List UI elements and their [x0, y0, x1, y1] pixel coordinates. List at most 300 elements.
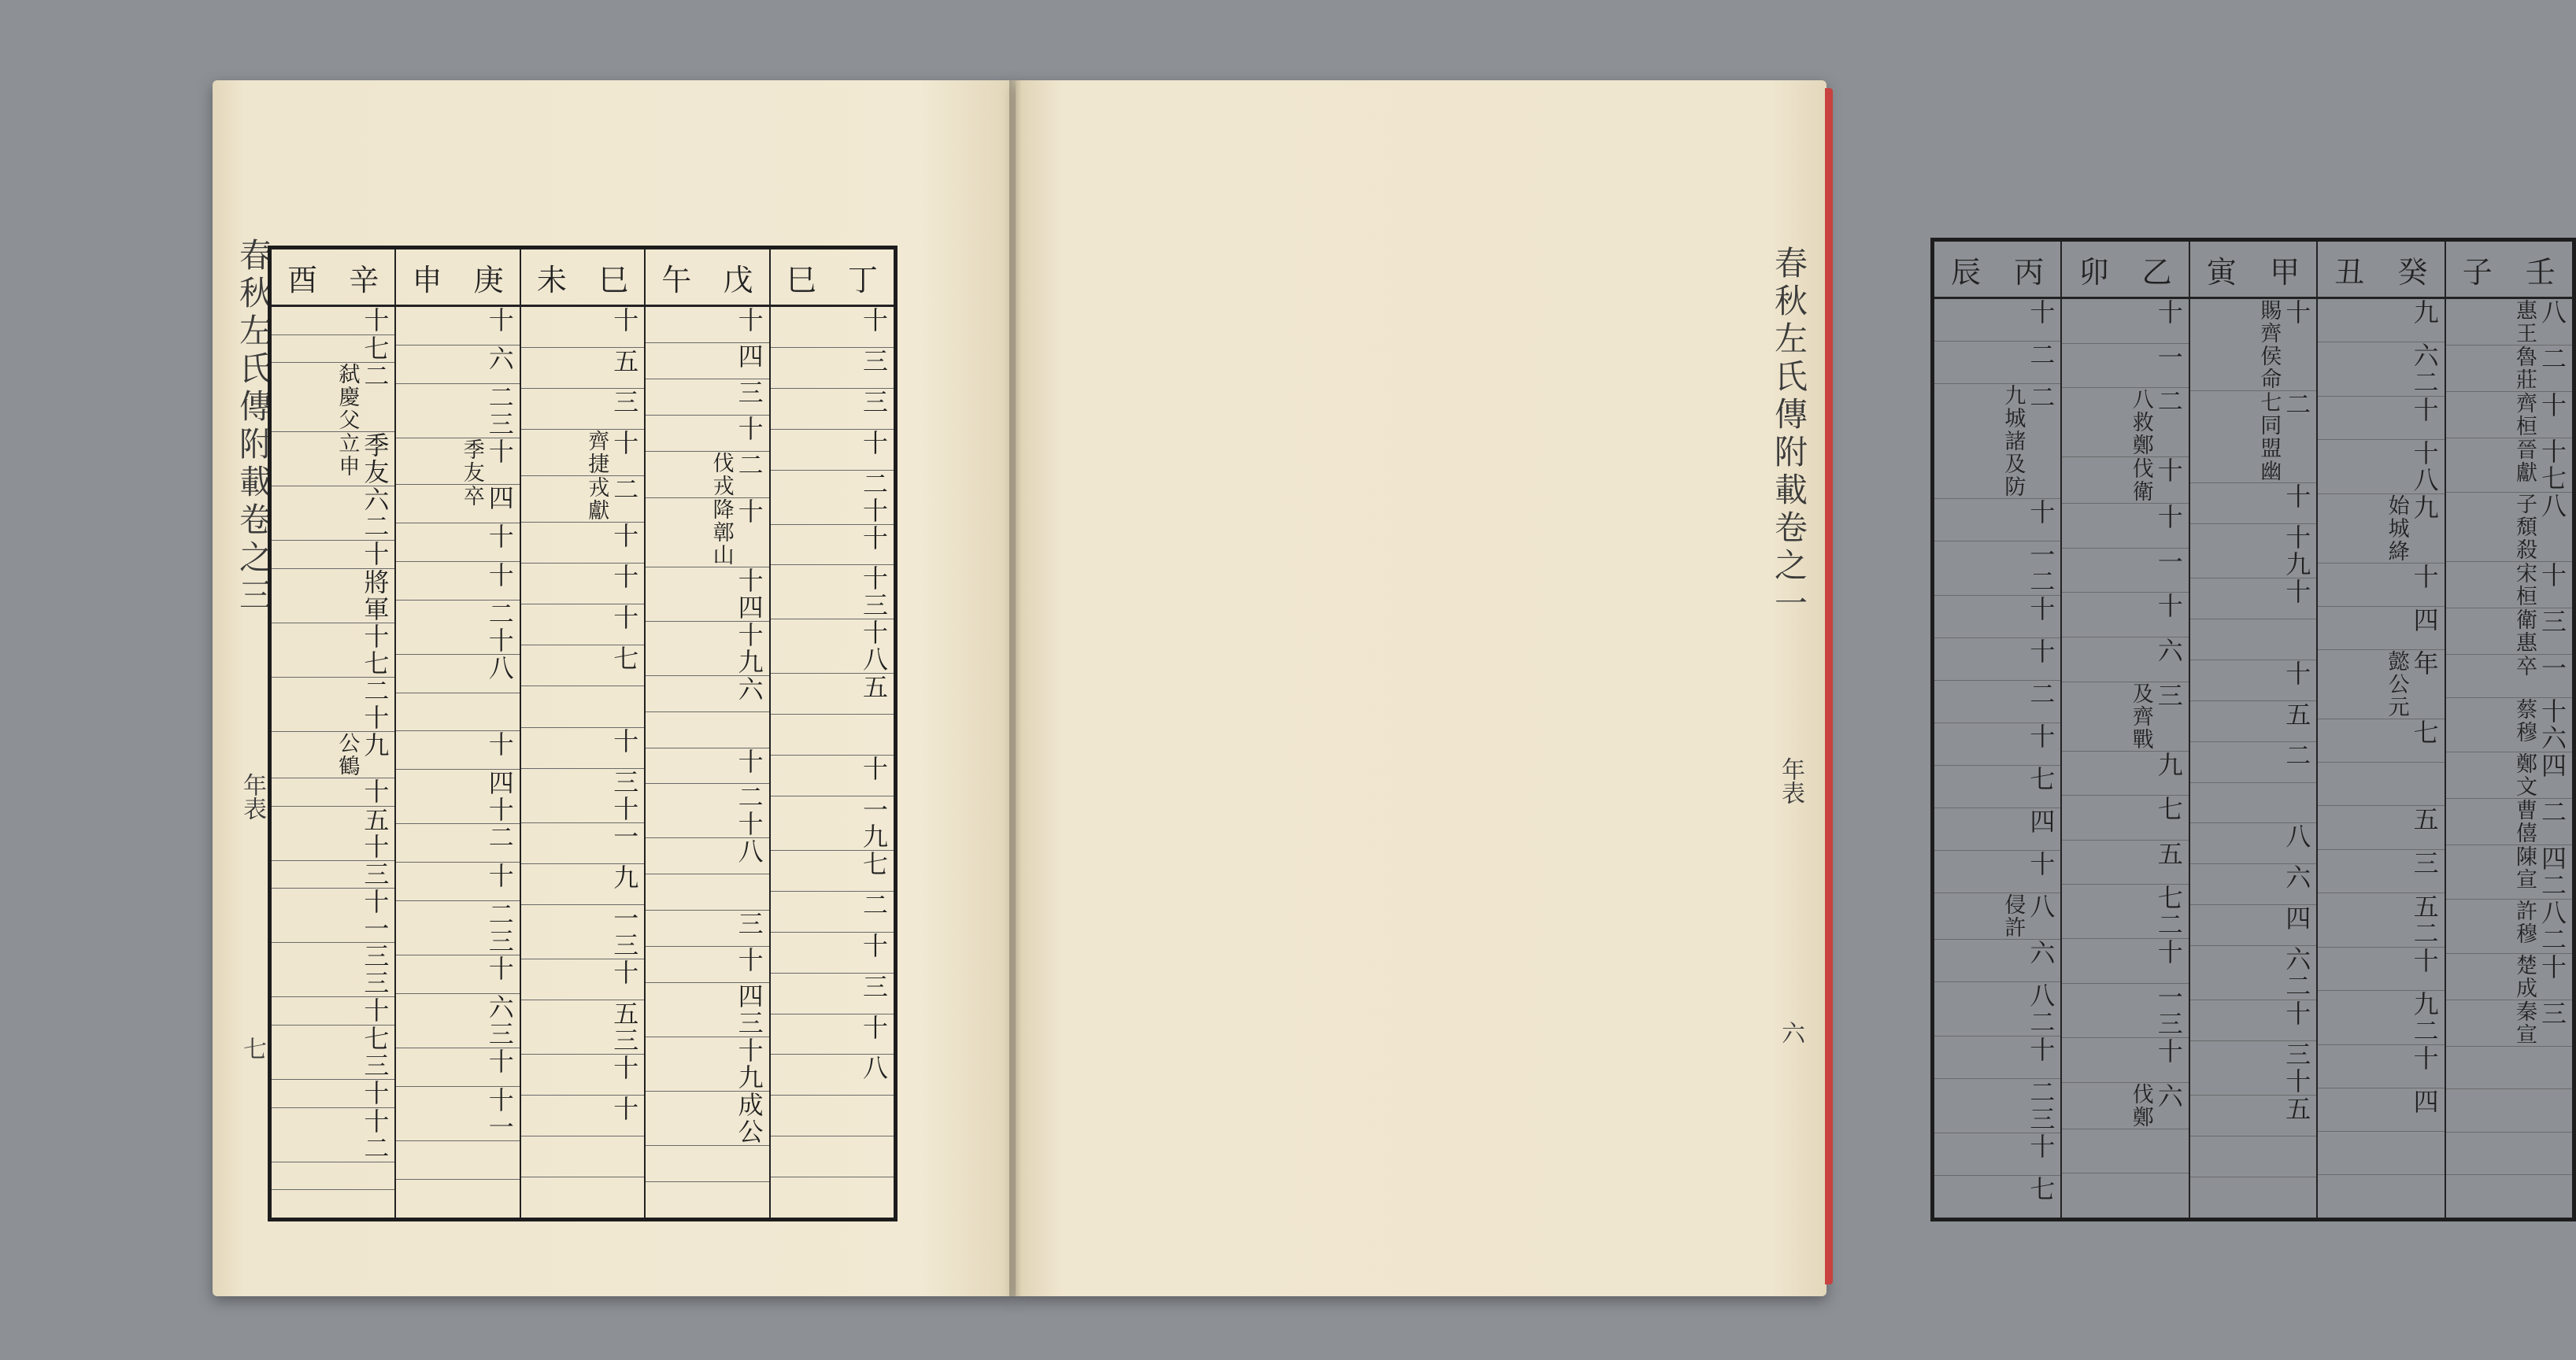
cell-text: 成公 — [734, 1092, 764, 1146]
cell-text: 侵許 — [2000, 893, 2026, 939]
table-cell — [2446, 438, 2572, 493]
table-cell — [2318, 893, 2444, 948]
table-cell — [1934, 766, 2060, 808]
cell-text: 二 — [2282, 391, 2312, 418]
table-cell — [2062, 1173, 2188, 1218]
table-cell — [1934, 723, 2060, 766]
column-cells — [771, 307, 894, 1218]
cell-text: 二十 — [484, 600, 515, 654]
cell-text: 六 — [2153, 638, 2184, 665]
cell-text: 卒 — [459, 484, 484, 508]
cell-text: 三 — [859, 973, 889, 1000]
table-cell — [2318, 564, 2444, 607]
cell-text: 十四 — [734, 567, 764, 621]
cell-text: 賜齊侯命 — [2256, 299, 2282, 390]
table-cell — [272, 1080, 394, 1108]
cell-text: 十 — [2282, 483, 2312, 510]
cell-text: 五十 — [360, 806, 390, 860]
cell-text: 十 — [2153, 457, 2184, 485]
cell-text: 二三 — [484, 383, 515, 438]
cell-text: 十 — [2153, 299, 2184, 326]
header-character: 戊 — [723, 262, 753, 298]
cell-text: 十 — [360, 997, 390, 1025]
table-cell — [2062, 752, 2188, 796]
header-character: 丙 — [2014, 254, 2045, 290]
cell-text: 十 — [734, 307, 764, 334]
cell-text: 八二 — [2026, 982, 2056, 1036]
table-cell — [2190, 483, 2316, 524]
cell-text: 九 — [609, 863, 640, 891]
table-cell — [2318, 342, 2444, 397]
table-cell — [2446, 1000, 2572, 1047]
table-column — [394, 249, 519, 1218]
cell-text: 六二 — [360, 486, 390, 541]
header-character: 未 — [536, 262, 567, 298]
cell-text: 十 — [2153, 939, 2184, 966]
table-column — [2189, 242, 2316, 1218]
cell-text: 七同盟幽 — [2256, 391, 2282, 482]
cell-text: 二 — [2282, 741, 2312, 769]
table-column — [1934, 242, 2060, 1218]
left-margin-title: 春秋左氏傳附載卷之三 — [235, 238, 273, 615]
table-cell — [272, 1026, 394, 1080]
header-character: 申 — [412, 262, 442, 298]
cell-text: 十七 — [2537, 438, 2567, 492]
table-column — [644, 249, 768, 1218]
table-cell — [2062, 593, 2188, 638]
table-cell — [771, 851, 894, 892]
table-cell — [521, 1177, 644, 1218]
cell-text: 三 — [609, 389, 640, 416]
column-header — [396, 249, 519, 307]
table-cell — [646, 416, 768, 452]
cell-text: 將軍 — [360, 569, 390, 623]
table-cell — [272, 943, 394, 997]
table-cell — [396, 346, 519, 384]
cell-text: 晉獻 — [2512, 438, 2537, 484]
cell-text: 十三 — [859, 565, 889, 619]
column-cells — [272, 307, 394, 1218]
table-cell — [1934, 1133, 2060, 1176]
header-character: 丁 — [847, 262, 878, 298]
cell-text: 降鄣山 — [709, 497, 734, 567]
cell-text: 十 — [859, 429, 889, 456]
cell-text: 一二 — [2026, 541, 2056, 595]
table-cell — [1934, 940, 2060, 982]
table-cell — [2446, 562, 2572, 608]
column-header — [272, 249, 394, 307]
table-cell — [521, 348, 644, 389]
table-cell — [771, 1136, 894, 1177]
table-cell — [521, 864, 644, 905]
cell-text: 九 — [2153, 751, 2184, 778]
table-cell — [2318, 991, 2444, 1045]
cell-text: 十 — [2026, 723, 2056, 750]
table-cell — [396, 770, 519, 824]
table-cell — [2318, 806, 2444, 849]
table-cell — [1934, 299, 2060, 342]
cell-text: 十 — [609, 959, 640, 986]
table-cell — [2318, 1175, 2444, 1218]
table-cell — [2190, 1000, 2316, 1041]
column-cells — [2190, 299, 2316, 1218]
cell-text: 卒 — [2512, 655, 2537, 678]
cell-text: 十 — [2282, 299, 2312, 326]
cell-text: 三十 — [609, 768, 640, 822]
cell-text: 十 — [609, 1054, 640, 1081]
table-cell — [2446, 493, 2572, 562]
table-cell — [771, 430, 894, 471]
table-cell — [2446, 1175, 2572, 1218]
cell-text: 十 — [2026, 596, 2056, 623]
table-cell — [396, 824, 519, 863]
cell-text: 十 — [609, 307, 640, 334]
cell-text: 十 — [859, 307, 889, 334]
cell-text: 十 — [2153, 504, 2184, 531]
cell-text: 十 — [609, 1095, 640, 1122]
header-character: 寅 — [2206, 254, 2237, 290]
cell-text: 十 — [2026, 499, 2056, 526]
cell-text: 十六 — [2537, 697, 2567, 752]
cell-text: 四 — [2026, 808, 2056, 835]
cell-text: 十 — [484, 863, 515, 890]
cell-text: 四十 — [484, 770, 515, 824]
header-character: 甲 — [2270, 254, 2300, 290]
cell-text: 四三 — [734, 983, 764, 1037]
cell-text: 五 — [859, 674, 889, 701]
cell-text: 立申 — [335, 432, 360, 479]
table-cell — [646, 498, 768, 567]
table-cell — [646, 911, 768, 947]
table-cell — [272, 569, 394, 623]
table-cell — [2318, 440, 2444, 494]
left-year-table — [268, 246, 898, 1221]
cell-text: 二 — [2153, 388, 2184, 416]
table-cell — [396, 994, 519, 1048]
cell-text: 十 — [2537, 562, 2567, 589]
cell-text: 十 — [609, 523, 640, 550]
table-cell — [1934, 1037, 2060, 1079]
cell-text: 九二 — [2409, 990, 2440, 1044]
table-cell — [2062, 885, 2188, 939]
cell-text: 十 — [484, 561, 515, 589]
cell-text: 十 — [484, 1048, 515, 1076]
table-cell — [2318, 397, 2444, 440]
column-header — [2062, 242, 2188, 299]
header-character: 癸 — [2397, 254, 2428, 290]
column-header — [646, 249, 768, 307]
table-cell — [272, 307, 394, 335]
header-character: 卯 — [2078, 254, 2109, 290]
table-cell — [646, 452, 768, 498]
cell-text: 七 — [609, 645, 640, 673]
table-cell — [771, 307, 894, 348]
table-cell — [396, 523, 519, 562]
cell-text: 十二 — [360, 1107, 390, 1162]
left-margin-label: 年表 — [239, 773, 266, 820]
table-cell — [646, 983, 768, 1037]
cell-text: 二 — [734, 451, 764, 479]
cell-text: 三三 — [360, 943, 390, 997]
table-cell — [396, 601, 519, 655]
cell-text: 十 — [2537, 953, 2567, 981]
table-cell — [521, 307, 644, 348]
cell-text: 十 — [734, 497, 764, 525]
table-cell — [2062, 939, 2188, 984]
table-cell — [272, 623, 394, 678]
table-cell — [396, 307, 519, 346]
table-cell — [272, 363, 394, 432]
cell-text: 七 — [2409, 719, 2440, 747]
table-cell — [272, 486, 394, 541]
table-cell — [521, 1000, 644, 1055]
table-cell — [2062, 388, 2188, 457]
table-cell — [396, 562, 519, 601]
left-table-grid — [272, 249, 894, 1218]
table-cell — [2446, 1047, 2572, 1090]
table-cell — [396, 485, 519, 523]
cell-text: 二 — [360, 363, 390, 390]
table-cell — [2318, 850, 2444, 893]
column-header — [2446, 242, 2572, 299]
cell-text: 十 — [484, 955, 515, 983]
cell-text: 鄭文 — [2512, 752, 2537, 798]
cell-text: 季友 — [459, 438, 484, 484]
column-cells — [1934, 299, 2060, 1218]
table-cell — [2190, 946, 2316, 1000]
table-cell — [2446, 698, 2572, 752]
cell-text: 及齊戰 — [2128, 682, 2153, 751]
cell-text: 四 — [484, 484, 515, 512]
table-cell — [521, 728, 644, 769]
table-cell — [646, 622, 768, 676]
table-cell — [2062, 1083, 2188, 1129]
cell-text: 五 — [2153, 840, 2184, 867]
column-header — [2190, 242, 2316, 299]
cell-text: 九城諸及防 — [2000, 384, 2026, 498]
table-cell — [1934, 1079, 2060, 1133]
table-cell — [2190, 1177, 2316, 1218]
cell-text: 伐鄭 — [2128, 1082, 2153, 1129]
table-column — [769, 249, 894, 1218]
cell-text: 二 — [2537, 346, 2567, 372]
cell-text: 一 — [609, 822, 640, 850]
cell-text: 五 — [2282, 700, 2312, 728]
table-cell — [272, 1108, 394, 1162]
cell-text: 十九 — [734, 621, 764, 675]
cell-text: 三 — [859, 347, 889, 375]
table-cell — [521, 686, 644, 727]
table-cell — [521, 823, 644, 864]
cell-text: 五 — [609, 348, 640, 375]
table-cell — [771, 619, 894, 674]
cell-text: 三 — [734, 911, 764, 938]
table-cell — [2318, 719, 2444, 763]
header-character: 子 — [2462, 254, 2493, 290]
cell-text: 十 — [609, 430, 640, 457]
table-cell — [521, 645, 644, 686]
table-cell — [2190, 619, 2316, 660]
cell-text: 八 — [484, 654, 515, 682]
table-cell — [2446, 392, 2572, 438]
cell-text: 四 — [734, 342, 764, 370]
table-cell — [521, 769, 644, 823]
header-character: 丑 — [2334, 254, 2365, 290]
cell-text: 二十 — [859, 470, 889, 524]
cell-text: 四 — [2409, 1088, 2440, 1115]
table-cell — [2190, 1096, 2316, 1136]
cell-text: 八救鄭 — [2128, 388, 2153, 457]
table-cell — [646, 1182, 768, 1218]
cell-text: 衛惠 — [2512, 608, 2537, 654]
cell-text: 十九 — [734, 1037, 764, 1092]
table-cell — [2190, 783, 2316, 824]
cell-text: 魯莊 — [2512, 346, 2537, 391]
cell-text: 十 — [734, 947, 764, 974]
table-cell — [646, 379, 768, 416]
cell-text: 二十 — [734, 784, 764, 838]
cell-text: 齊捷 — [584, 430, 609, 476]
table-cell — [2190, 391, 2316, 483]
header-character: 辛 — [349, 262, 379, 298]
table-cell — [1934, 808, 2060, 851]
table-cell — [2318, 650, 2444, 719]
table-cell — [521, 389, 644, 430]
cell-text: 一三 — [2153, 984, 2184, 1038]
cell-text: 八 — [2282, 823, 2312, 851]
table-cell — [2062, 682, 2188, 752]
table-cell — [2190, 578, 2316, 619]
table-cell — [2062, 549, 2188, 593]
table-cell — [521, 523, 644, 564]
table-cell — [771, 796, 894, 851]
table-cell — [396, 693, 519, 732]
table-cell — [272, 335, 394, 364]
header-character: 巳 — [598, 262, 629, 298]
cell-text: 六三 — [484, 994, 515, 1048]
cell-text: 一 — [2153, 343, 2184, 371]
table-cell — [272, 1190, 394, 1218]
header-character: 午 — [661, 262, 692, 298]
cell-text: 三 — [2537, 1000, 2567, 1027]
table-cell — [2190, 1136, 2316, 1177]
table-cell — [646, 838, 768, 874]
table-cell — [1934, 596, 2060, 638]
column-cells — [2062, 299, 2188, 1218]
table-cell — [2318, 607, 2444, 650]
table-cell — [396, 863, 519, 901]
table-cell — [272, 732, 394, 778]
cell-text: 十 — [609, 604, 640, 632]
table-cell — [771, 756, 894, 796]
cell-text: 秦宣 — [2512, 1000, 2537, 1046]
cell-text: 九 — [360, 732, 390, 759]
table-cell — [771, 933, 894, 974]
cell-text: 十一 — [360, 889, 390, 943]
cell-text: 十 — [734, 748, 764, 775]
cell-text: 九 — [2409, 299, 2440, 326]
cell-text: 八 — [2026, 893, 2056, 920]
table-cell — [646, 874, 768, 911]
header-character: 庚 — [473, 262, 504, 298]
table-cell — [1934, 499, 2060, 541]
table-cell — [646, 1037, 768, 1092]
cell-text: 七三 — [360, 1026, 390, 1080]
table-cell — [1934, 342, 2060, 384]
table-cell — [2062, 1038, 2188, 1083]
table-cell — [771, 892, 894, 933]
table-cell — [646, 712, 768, 748]
cell-text: 十七 — [360, 623, 390, 678]
cell-text: 三 — [859, 388, 889, 416]
table-cell — [2318, 299, 2444, 342]
cell-text: 宋桓 — [2512, 562, 2537, 608]
table-cell — [2318, 1132, 2444, 1175]
table-cell — [2190, 299, 2316, 391]
table-cell — [272, 889, 394, 943]
table-column — [2445, 242, 2572, 1218]
cell-text: 十 — [2409, 397, 2440, 424]
cell-text: 公鶴 — [335, 732, 360, 778]
table-cell — [272, 861, 394, 889]
cell-text: 十 — [2409, 947, 2440, 974]
table-cell — [771, 715, 894, 756]
table-cell — [771, 565, 894, 619]
cell-text: 四 — [2282, 905, 2312, 933]
table-cell — [396, 1087, 519, 1141]
cell-text: 十 — [360, 1080, 390, 1107]
cell-text: 十 — [2153, 1038, 2184, 1066]
right-folio: 六 — [1777, 1021, 1804, 1044]
cell-text: 陳宣 — [2512, 844, 2537, 891]
cell-text: 十 — [2153, 593, 2184, 620]
table-cell — [2446, 346, 2572, 392]
book-gutter — [1009, 80, 1022, 1296]
table-cell — [396, 1141, 519, 1180]
cell-text: 八 — [2537, 299, 2567, 326]
table-cell — [2446, 655, 2572, 698]
cell-text: 十 — [859, 524, 889, 552]
cell-text: 四 — [2409, 607, 2440, 634]
cell-text: 齊桓 — [2512, 392, 2537, 438]
header-character: 巳 — [786, 262, 816, 298]
cell-text: 五二 — [2409, 893, 2440, 947]
cell-text: 二十 — [360, 678, 390, 732]
table-cell — [646, 343, 768, 379]
cell-text: 八 — [734, 838, 764, 866]
table-cell — [272, 678, 394, 732]
column-cells — [521, 307, 644, 1218]
column-header — [2318, 242, 2444, 299]
table-cell — [771, 1177, 894, 1218]
table-cell — [771, 389, 894, 430]
table-cell — [646, 567, 768, 622]
cell-text: 一九 — [859, 796, 889, 850]
cell-text: 十 — [2537, 392, 2567, 419]
table-cell — [521, 959, 644, 1000]
cell-text: 曹僖 — [2512, 798, 2537, 844]
table-cell — [646, 1146, 768, 1182]
table-cell — [2190, 701, 2316, 742]
table-cell — [2062, 457, 2188, 504]
cell-text: 六二 — [2282, 946, 2312, 1000]
cell-text: 三 — [2409, 849, 2440, 877]
table-cell — [2446, 799, 2572, 845]
cell-text: 十 — [484, 307, 515, 334]
table-cell — [272, 1162, 394, 1191]
table-cell — [2446, 608, 2572, 655]
cell-text: 二 — [2026, 681, 2056, 708]
